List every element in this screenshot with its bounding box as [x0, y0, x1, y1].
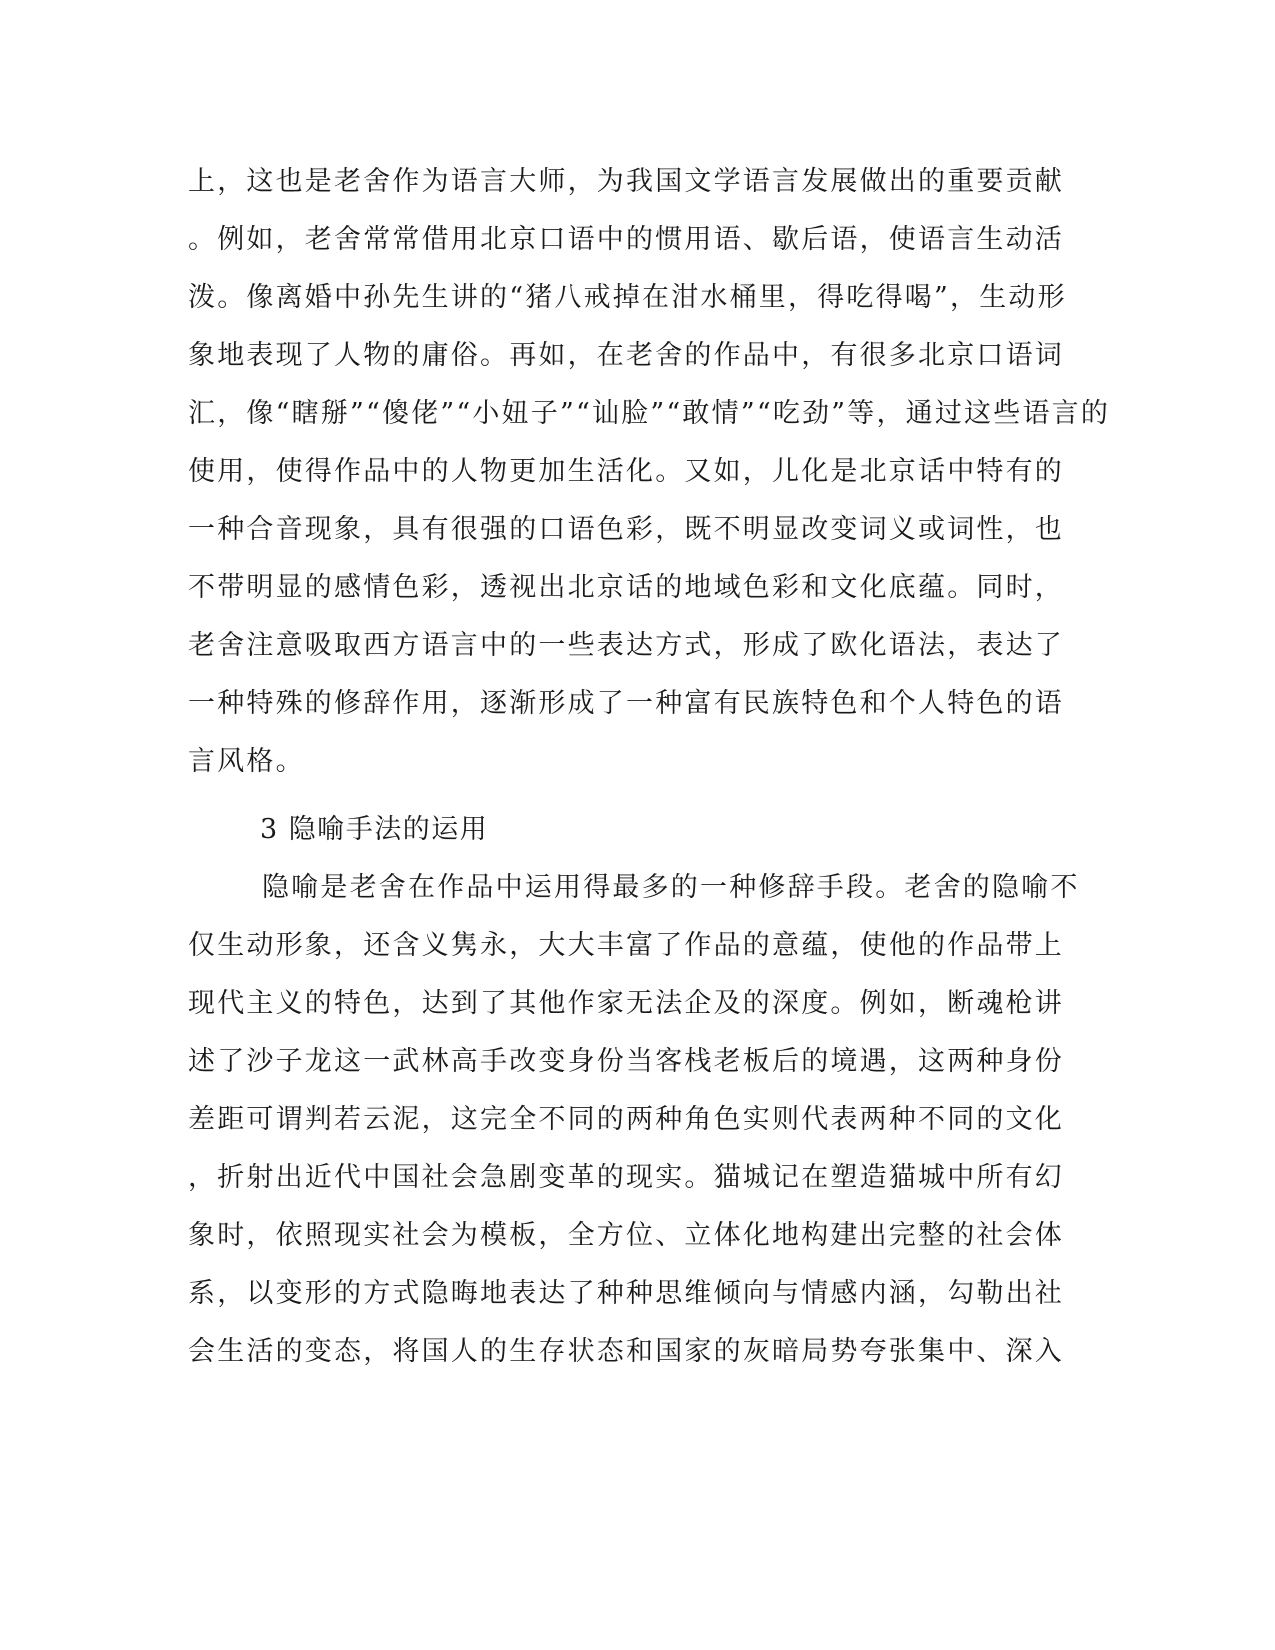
text-line: 一种合音现象，具有很强的口语色彩，既不明显改变词义或词性，也	[188, 514, 1064, 545]
text-line: 象地表现了人物的庸俗。再如，在老舍的作品中，有很多北京口语词	[188, 340, 1064, 371]
text-line: 上，这也是老舍作为语言大师，为我国文学语言发展做出的重要贡献	[188, 166, 1064, 197]
text-line: 隐喻是老舍在作品中运用得最多的一种修辞手段。老舍的隐喻不	[262, 872, 1080, 903]
text-line: 差距可谓判若云泥，这完全不同的两种角色实则代表两种不同的文化	[188, 1104, 1064, 1135]
section-heading: 3 隐喻手法的运用	[260, 814, 489, 845]
text-line: ，折射出近代中国社会急剧变革的现实。猫城记在塑造猫城中所有幻	[188, 1162, 1064, 1193]
text-line: 使用，使得作品中的人物更加生活化。又如，儿化是北京话中特有的	[188, 456, 1064, 487]
text-line: 系，以变形的方式隐晦地表达了种种思维倾向与情感内涵，勾勒出社	[188, 1278, 1064, 1309]
text-line: 老舍注意吸取西方语言中的一些表达方式，形成了欧化语法，表达了	[188, 630, 1064, 661]
text-line: 象时，依照现实社会为模板，全方位、立体化地构建出完整的社会体	[188, 1220, 1064, 1251]
text-line: 泼。像离婚中孙先生讲的“猪八戒掉在泔水桶里，得吃得喝”，生动形	[188, 282, 1067, 313]
text-line: 。例如，老舍常常借用北京口语中的惯用语、歇后语，使语言生动活	[188, 224, 1064, 255]
text-line: 汇，像“瞎掰”“傻佬”“小妞子”“讪脸”“敢情”“吃劲”等，通过这些语言的	[188, 398, 1111, 429]
text-line: 不带明显的感情色彩，透视出北京话的地域色彩和文化底蕴。同时，	[188, 572, 1064, 603]
text-line: 仅生动形象，还含义隽永，大大丰富了作品的意蕴，使他的作品带上	[188, 930, 1064, 961]
text-line: 会生活的变态，将国人的生存状态和国家的灰暗局势夸张集中、深入	[188, 1336, 1064, 1367]
text-line: 言风格。	[188, 746, 305, 777]
text-line: 述了沙子龙这一武林高手改变身份当客栈老板后的境遇，这两种身份	[188, 1046, 1064, 1077]
text-line: 现代主义的特色，达到了其他作家无法企及的深度。例如，断魂枪讲	[188, 988, 1064, 1019]
text-line: 一种特殊的修辞作用，逐渐形成了一种富有民族特色和个人特色的语	[188, 688, 1064, 719]
